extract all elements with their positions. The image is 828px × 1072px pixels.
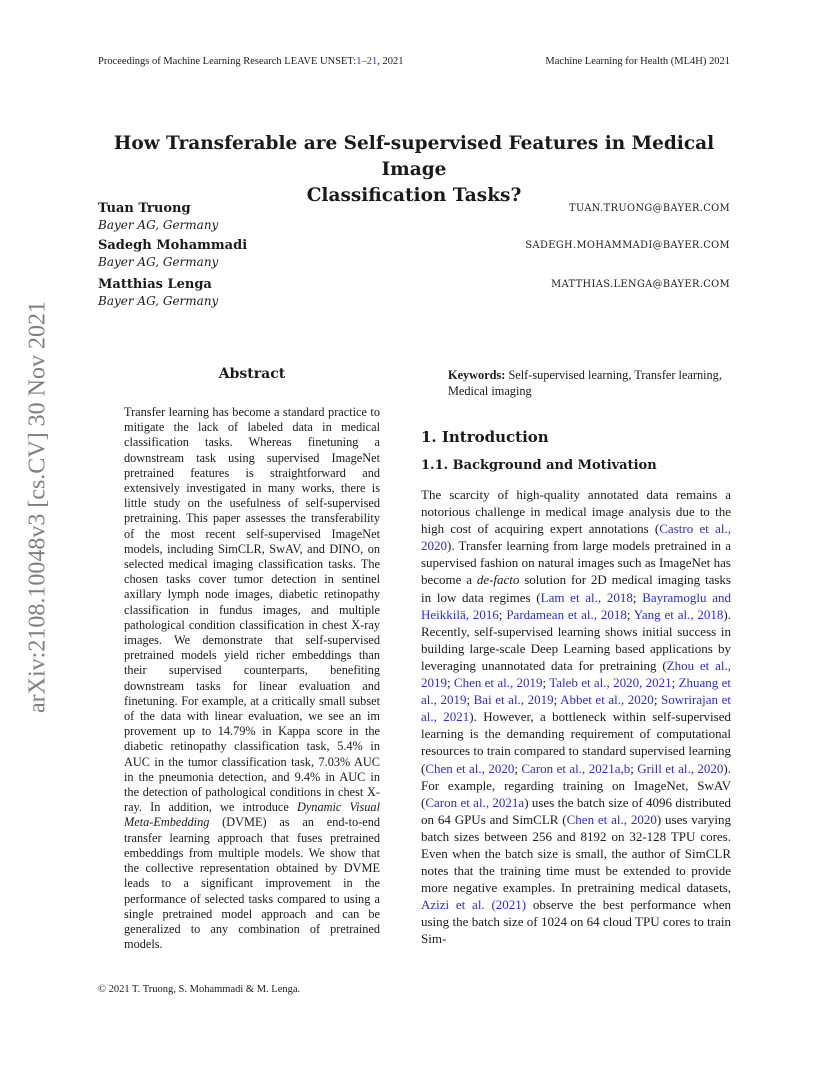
paper-title xyxy=(90,131,738,209)
citation-separator: ; xyxy=(626,606,634,622)
arxiv-stamp-text: arXiv:2108.10048v3 [cs.CV] 30 Nov 2021 xyxy=(24,301,51,713)
citation-link[interactable]: Lam et al., 2018 xyxy=(540,589,633,605)
author-affiliation: Bayer AG, Germany xyxy=(98,255,219,269)
citation-link[interactable]: Castro et al., 2020 xyxy=(421,521,731,554)
citation-link[interactable]: Yang et al., 2018 xyxy=(633,606,724,622)
citation-separator: ; xyxy=(514,760,522,776)
venue-line: Machine Learning for Health (ML4H) 2021 xyxy=(545,56,730,67)
abstract-text: Transfer learning has become a standard practice to mitigate the lack of labeled data in medical classification tasks. Whereas finetuning a downstream task using supervised ImageNet pretrained features is straightforward and extensively investigated in many works, there is little study on the usefulness of self-supervised pretraining. This paper assesses the transferability of the most recent self-supervised ImageNet models, including SimCLR, SwAV, and DINO, on selected medical imaging classification tasks. The chosen tasks cover tumor detection in sentinel axillary lymph node images, diabetic retinopathy classification in fundus images, and multiple pathological condition classification in chest X-ray images. We demonstrate that self-supervised pretrained models yield richer embeddings than their supervised counterparts, benefiting downstream tasks for linear evaluation and finetuning. For example, at a critically small subset of the data with linear evaluation, we see an im provement up to 14.79% in Kappa score in the diabetic retinopathy classification task, 5.4% in AUC in the tumor classification task, 7.03% AUC in the pneumonia detection, and 9.4% in AUC in the detection of pathological conditions in chest X-ray. In addition, we introduce xyxy=(124,405,380,815)
citation-link[interactable]: Bai et al., 2019 xyxy=(473,692,554,708)
citation-separator: ; xyxy=(466,692,474,708)
keywords-label: Keywords: xyxy=(448,368,506,382)
citation-link[interactable]: Grill et al., 2020 xyxy=(637,760,724,776)
author-affiliation: Bayer AG, Germany xyxy=(98,294,219,308)
section-heading: 1. Introduction xyxy=(421,428,549,446)
citation-link[interactable]: Taleb et al., 2020, 2021 xyxy=(549,675,672,691)
citation-link[interactable]: Zhuang et al., 2019 xyxy=(421,675,731,708)
title-line-2: Classification Tasks? xyxy=(306,185,522,206)
page-range-link[interactable]: 1–21 xyxy=(356,56,378,67)
author-name: Tuan Truong xyxy=(98,201,191,216)
copyright-footer: © 2021 T. Truong, S. Mohammadi & M. Lenga. xyxy=(98,984,301,995)
citation-separator: ; xyxy=(498,606,507,622)
body-text: ). Transfer learning from large models pretrained in a supervised fashion on natural images such as ImageNet has become a xyxy=(421,538,731,588)
citation-link[interactable]: Sowrirajan et al., 2021 xyxy=(421,692,731,725)
keywords xyxy=(448,368,730,399)
proceedings-line xyxy=(98,56,403,67)
proceedings-prefix: Proceedings of Machine Learning Research LEAVE UNSET: xyxy=(98,56,357,67)
body-text: ). However, a bottleneck within self-supervised learning is the demanding requirement of computational resources to train compared to standard supervised learning ( xyxy=(421,709,731,776)
body-text: The scarcity of high-quality annotated data remains a notorious challenge in medical image analysis due to the high cost of acquiring expert annotations ( xyxy=(421,487,731,537)
citation-separator: ; xyxy=(447,675,454,691)
author-name: Matthias Lenga xyxy=(98,277,212,292)
arxiv-stamp xyxy=(18,282,58,732)
body-text: ) uses the batch size of 4096 distributed on 64 GPUs and SimCLR ( xyxy=(421,794,731,827)
author-email: MATTHIAS.LENGA@BAYER.COM xyxy=(551,279,730,290)
running-header xyxy=(98,56,730,70)
author-block xyxy=(98,277,730,313)
citation-separator: ; xyxy=(653,692,661,708)
citation-separator: ; xyxy=(671,675,679,691)
citation-link[interactable]: Chen et al., 2020 xyxy=(425,760,515,776)
citation-link[interactable]: Caron et al., 2021a xyxy=(425,794,525,810)
abstract-body xyxy=(124,405,380,952)
author-block xyxy=(98,201,730,237)
citation-separator: ; xyxy=(542,675,550,691)
citation-link[interactable]: Caron et al., 2021a,b xyxy=(521,760,631,776)
citation-link[interactable]: Chen et al., 2020 xyxy=(566,811,657,827)
abstract-text: (DVME) as an end-to-end transfer learning approach that fuses pretrained embeddings from multiple models. We show that the collective representation obtained by DVME leads to a significant improvement in the performance of selected tasks compared to using a single pretrained model approach and can be generalized to any combination of pretrained models. xyxy=(124,815,380,952)
citation-link[interactable]: Chen et al., 2019 xyxy=(453,675,543,691)
author-affiliation: Bayer AG, Germany xyxy=(98,218,219,232)
body-text: solution for 2D medical imaging tasks in low data regimes ( xyxy=(421,572,731,605)
citation-link[interactable]: Abbet et al., 2020 xyxy=(560,692,654,708)
subsection-heading: 1.1. Background and Motivation xyxy=(421,458,657,473)
body-text: ) uses varying batch sizes between 256 and 8192 on 32-128 TPU cores. Even when the batch size is small, the author of SimCLR notes that the training time must be extended to provide more negative examples. In pretraining medical datasets, xyxy=(421,811,731,896)
citation-separator: ; xyxy=(632,589,643,605)
author-email: SADEGH.MOHAMMADI@BAYER.COM xyxy=(525,240,730,251)
title-line-1: How Transferable are Self-supervised Features in Medical Image xyxy=(113,133,715,180)
body-text: ). Recently, self-supervised learning shows initial success in building large-scale Deep Learning based applications by leveraging unannotated data for pretraining ( xyxy=(421,606,732,673)
body-text: ). For example, regarding training on ImageNet, SwAV ( xyxy=(421,760,731,810)
author-block xyxy=(98,238,730,274)
citation-link[interactable]: Zhou et al., 2019 xyxy=(421,657,731,691)
body-emphasis: de-facto xyxy=(476,572,520,588)
abstract-heading: Abstract xyxy=(218,366,286,382)
abstract-term: Dynamic Visual Meta-Embedding xyxy=(124,800,380,830)
proceedings-year: , 2021 xyxy=(377,56,404,67)
author-name: Sadegh Mohammadi xyxy=(98,238,248,253)
keywords-text: Self-supervised learning, Transfer learning, Medical imaging xyxy=(448,368,722,398)
citation-link[interactable]: Azizi et al. (2021) xyxy=(421,897,527,913)
body-text: observe the best performance when using the batch size of 1024 on 64 cloud TPU cores to train Sim- xyxy=(421,897,731,947)
citation-link[interactable]: Bayramoglu and Heikkilä, 2016 xyxy=(421,589,731,622)
citation-link[interactable]: Pardamean et al., 2018 xyxy=(506,606,627,622)
citation-separator: ; xyxy=(553,692,561,708)
intro-paragraph xyxy=(421,486,731,948)
citation-separator: ; xyxy=(630,760,638,776)
author-email: TUAN.TRUONG@BAYER.COM xyxy=(569,203,730,214)
